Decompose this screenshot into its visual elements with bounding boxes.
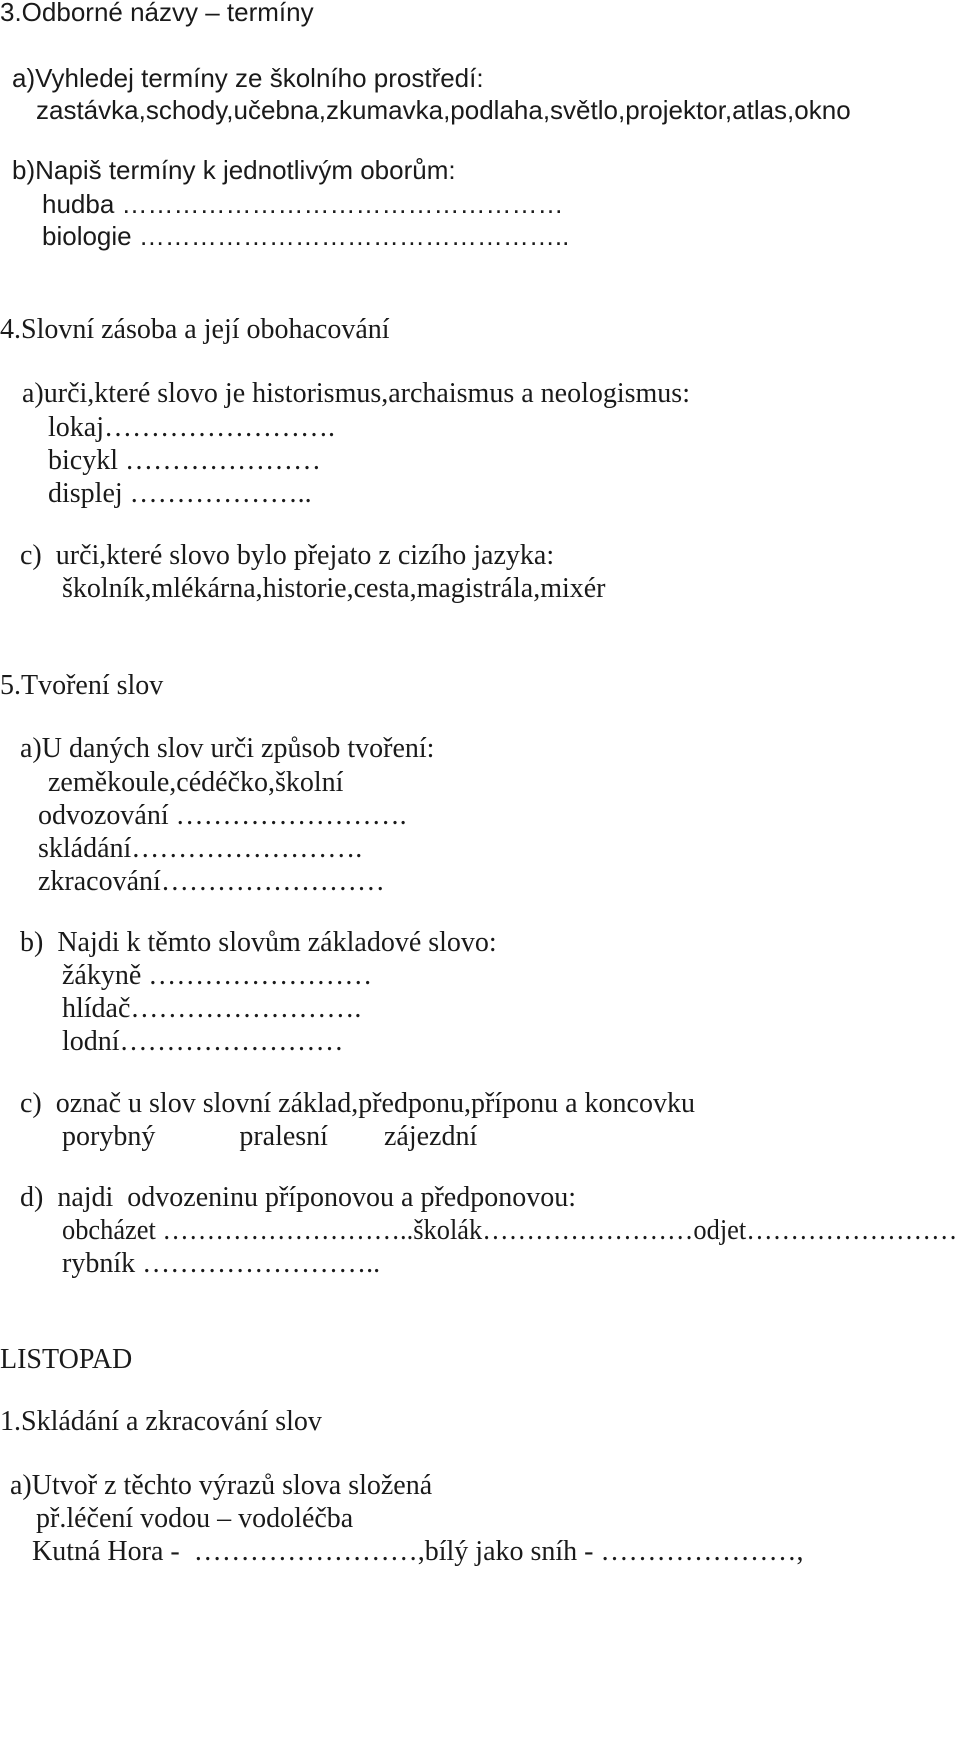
task-line: hlídač……………………. bbox=[62, 993, 362, 1024]
section-heading: LISTOPAD bbox=[0, 1344, 133, 1375]
task-line: zastávka,schody,učebna,zkumavka,podlaha,světlo,projektor,atlas,okno bbox=[36, 95, 851, 125]
task-prompt: a)Vyhledej termíny ze školního prostředí: bbox=[12, 63, 484, 93]
task-line: Kutná Hora - ……………………,bílý jako sníh - …………………, bbox=[32, 1536, 804, 1567]
task-line: hudba …………………………………………… bbox=[42, 189, 564, 219]
task-prompt: c) označ u slov slovní základ,předponu,příponu a koncovku bbox=[20, 1088, 695, 1119]
task-line: biologie ………………………………………….. bbox=[42, 221, 570, 251]
task-prompt: b) Najdi k těmto slovům základové slovo: bbox=[20, 927, 497, 958]
task-line: rybník …………………….. bbox=[62, 1248, 381, 1279]
task-line: odvozování ……………………. bbox=[38, 800, 407, 831]
section-heading: 4.Slovní zásoba a její obohacování bbox=[0, 314, 390, 345]
section-heading: 5.Tvoření slov bbox=[0, 670, 164, 701]
task-prompt: a)U daných slov urči způsob tvoření: bbox=[20, 733, 435, 764]
task-line: zeměkoule,cédéčko,školní bbox=[48, 767, 344, 798]
task-line: bicykl ………………… bbox=[48, 445, 321, 476]
task-prompt: b)Napiš termíny k jednotlivým oborům: bbox=[12, 155, 456, 185]
task-prompt: c) urči,které slovo bylo přejato z cizího jazyka: bbox=[20, 540, 555, 571]
task-line: školník,mlékárna,historie,cesta,magistrála,mixér bbox=[62, 573, 606, 604]
task-line: displej ……………….. bbox=[48, 478, 312, 509]
task-line: porybný pralesní zájezdní bbox=[62, 1121, 478, 1152]
task-prompt: d) najdi odvozeninu příponovou a předponovou: bbox=[20, 1182, 577, 1213]
task-line: zkracování…………………… bbox=[38, 866, 385, 897]
task-line: lodní…………………… bbox=[62, 1026, 344, 1057]
section-heading: 1.Skládání a zkracování slov bbox=[0, 1406, 322, 1437]
section-heading: 3.Odborné názvy – termíny bbox=[0, 0, 314, 27]
task-line: obcházet ………………………..školák……………………odjet…………………… bbox=[62, 1215, 958, 1246]
task-prompt: a)Utvoř z těchto výrazů slova složená bbox=[10, 1470, 433, 1501]
task-prompt: a)urči,které slovo je historismus,archaismus a neologismus: bbox=[22, 378, 690, 409]
task-line: lokaj……………………. bbox=[48, 412, 335, 443]
task-line: př.léčení vodou – vodoléčba bbox=[36, 1503, 354, 1534]
task-line: žákyně …………………… bbox=[62, 960, 373, 991]
task-line: skládání……………………. bbox=[38, 833, 363, 864]
